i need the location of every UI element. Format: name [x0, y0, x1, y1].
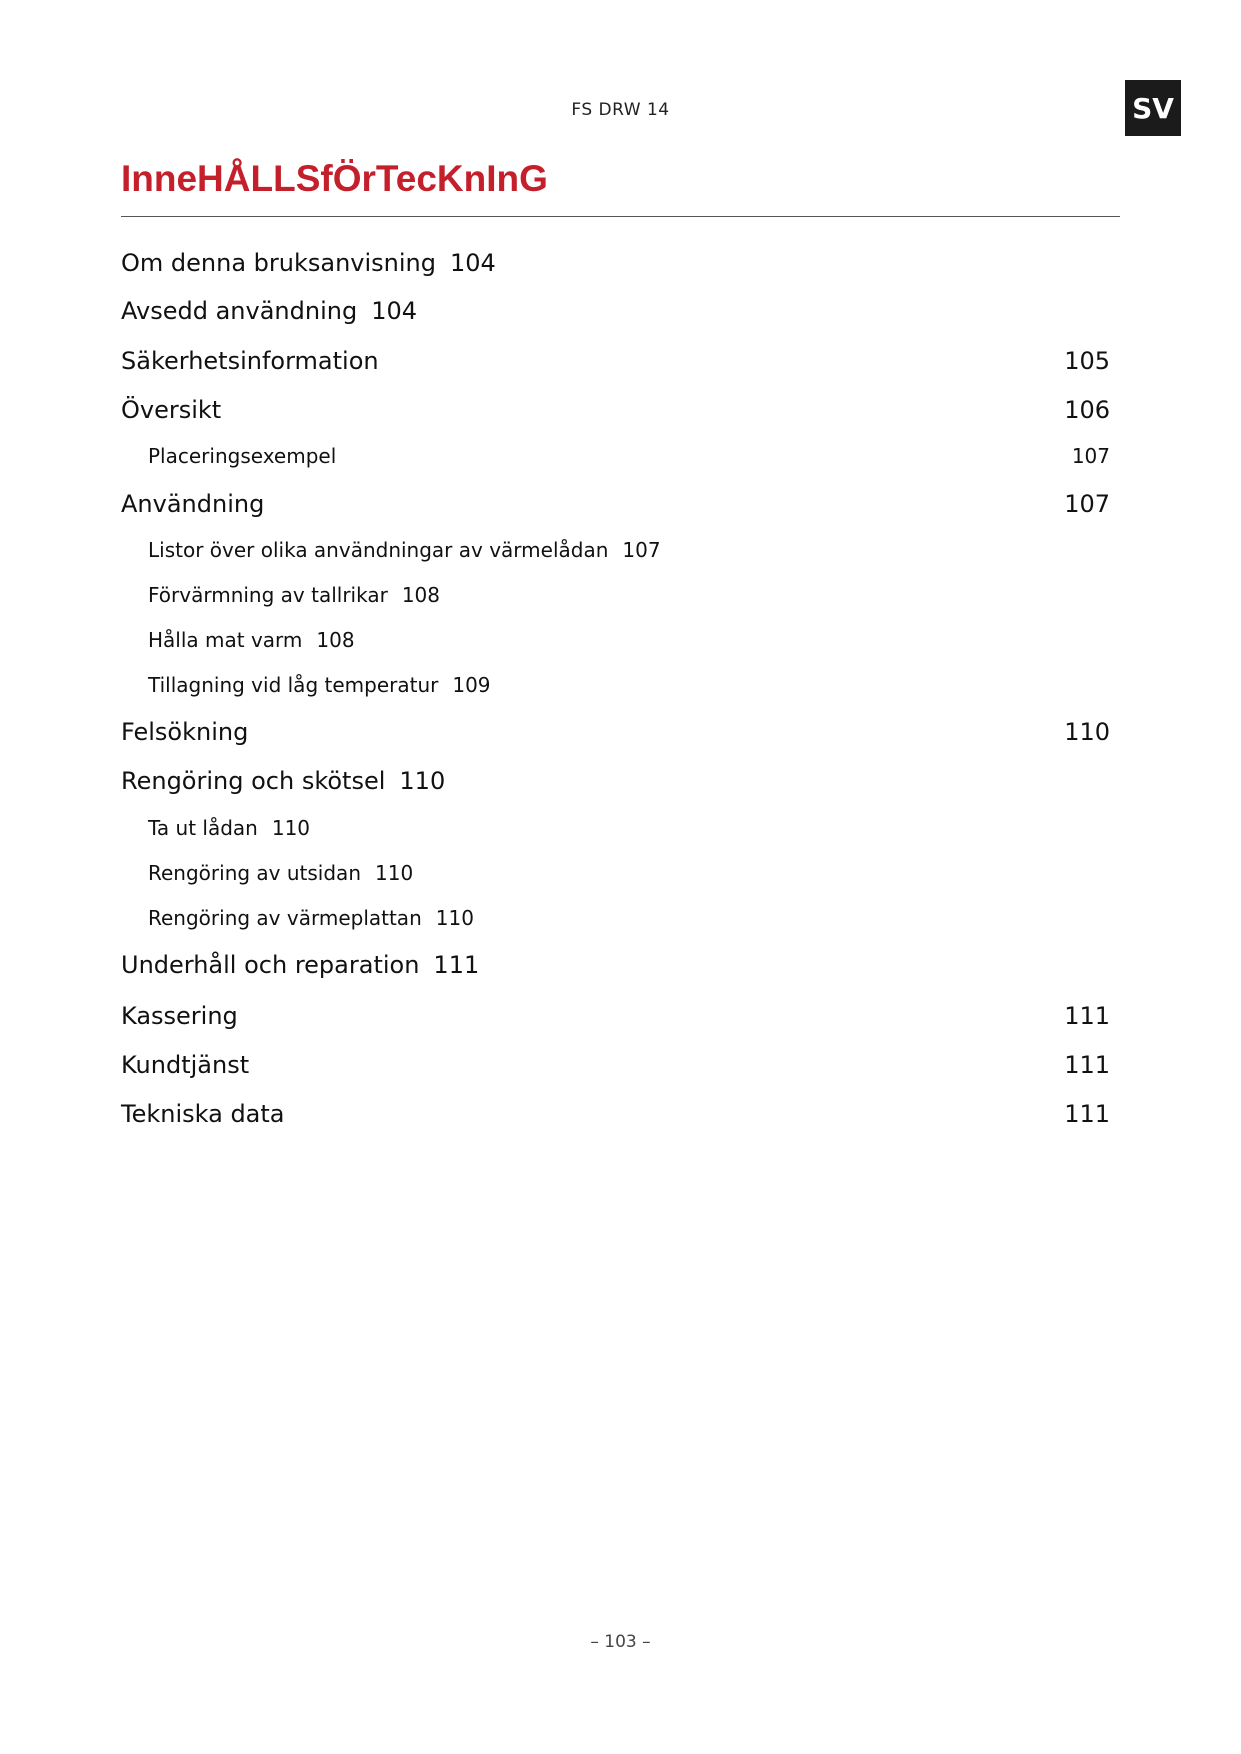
- toc-entry-page: 104: [371, 297, 417, 325]
- toc-entry[interactable]: [0, 538, 1241, 578]
- toc-entry-page: 110: [271, 816, 311, 840]
- toc-entry-label: Hålla mat varm 108: [148, 628, 355, 652]
- toc-entry-page: 107: [622, 538, 661, 562]
- toc-entry-label: Översikt: [121, 396, 222, 424]
- toc-entry[interactable]: [0, 816, 1241, 856]
- toc-entry-page: 107: [1071, 444, 1110, 468]
- toc-entry[interactable]: [0, 490, 1241, 530]
- toc-entry-page: 110: [375, 861, 414, 885]
- toc-entry-page: 109: [452, 673, 491, 697]
- toc-entry-label: Kassering: [121, 1002, 238, 1030]
- toc-entry[interactable]: [0, 628, 1241, 668]
- toc-entry-label: Placeringsexempel: [148, 444, 337, 468]
- toc-entry-label: Tekniska data: [121, 1100, 285, 1128]
- toc-entry-label: Säkerhetsinformation: [121, 347, 379, 375]
- toc-entry[interactable]: [0, 444, 1241, 484]
- toc-entry[interactable]: [0, 861, 1241, 901]
- toc-entry-page: 104: [450, 249, 496, 277]
- toc-entry-label: Underhåll och reparation 111: [121, 951, 480, 979]
- toc-entry-label: Användning: [121, 490, 265, 518]
- toc-entry-page: 108: [401, 583, 440, 607]
- toc-entry-label: Om denna bruksanvisning 104: [121, 249, 496, 277]
- toc-entry[interactable]: [0, 297, 1241, 337]
- toc-entry-page: 111: [1064, 1051, 1110, 1079]
- toc-entry-page: 111: [1064, 1002, 1110, 1030]
- toc-entry[interactable]: [0, 347, 1241, 387]
- toc-entry[interactable]: [0, 1051, 1241, 1091]
- toc-entry[interactable]: [0, 673, 1241, 713]
- toc-entry-label: Kundtjänst: [121, 1051, 250, 1079]
- toc-entry-page: 111: [433, 951, 480, 979]
- toc-entry[interactable]: [0, 583, 1241, 623]
- toc-entry[interactable]: [0, 767, 1241, 807]
- toc-entry-label: Avsedd användning 104: [121, 297, 417, 325]
- toc-entry-page: 105: [1064, 347, 1110, 375]
- toc-entry-page: 108: [316, 628, 355, 652]
- toc-entry[interactable]: [0, 1100, 1241, 1140]
- toc-entry-page: 106: [1064, 396, 1110, 424]
- toc-entry-label: Rengöring och skötsel 110: [121, 767, 446, 795]
- toc-entry-page: 110: [435, 906, 474, 930]
- toc-entry[interactable]: [0, 396, 1241, 436]
- toc-entry-page: 107: [1064, 490, 1110, 518]
- toc-entry-label: Förvärmning av tallrikar 108: [148, 583, 440, 607]
- page-title: InneHÅLLSfÖrTecKnInG: [121, 158, 548, 199]
- toc-entry-page: 110: [1064, 718, 1110, 746]
- toc-entry-label: Rengöring av värmeplattan 110: [148, 906, 474, 930]
- title-divider: [121, 216, 1120, 217]
- toc-entry[interactable]: [0, 951, 1241, 991]
- language-badge: SV: [1125, 80, 1181, 136]
- toc-entry-label: Felsökning: [121, 718, 249, 746]
- toc-entry-label: Ta ut lådan 110: [148, 816, 311, 840]
- toc-entry-label: Rengöring av utsidan 110: [148, 861, 414, 885]
- toc-entry[interactable]: [0, 1002, 1241, 1042]
- toc-entry-page: 110: [399, 767, 446, 795]
- header-model: FS DRW 14: [571, 100, 670, 120]
- toc-entry-label: Listor över olika användningar av värmelådan 107: [148, 538, 661, 562]
- toc-entry[interactable]: [0, 718, 1241, 758]
- toc-entry-label: Tillagning vid låg temperatur 109: [148, 673, 491, 697]
- toc-entry-page: 111: [1064, 1100, 1110, 1128]
- toc-entry[interactable]: [0, 906, 1241, 946]
- footer-page-number: – 103 –: [590, 1632, 651, 1652]
- toc-entry[interactable]: [0, 249, 1241, 289]
